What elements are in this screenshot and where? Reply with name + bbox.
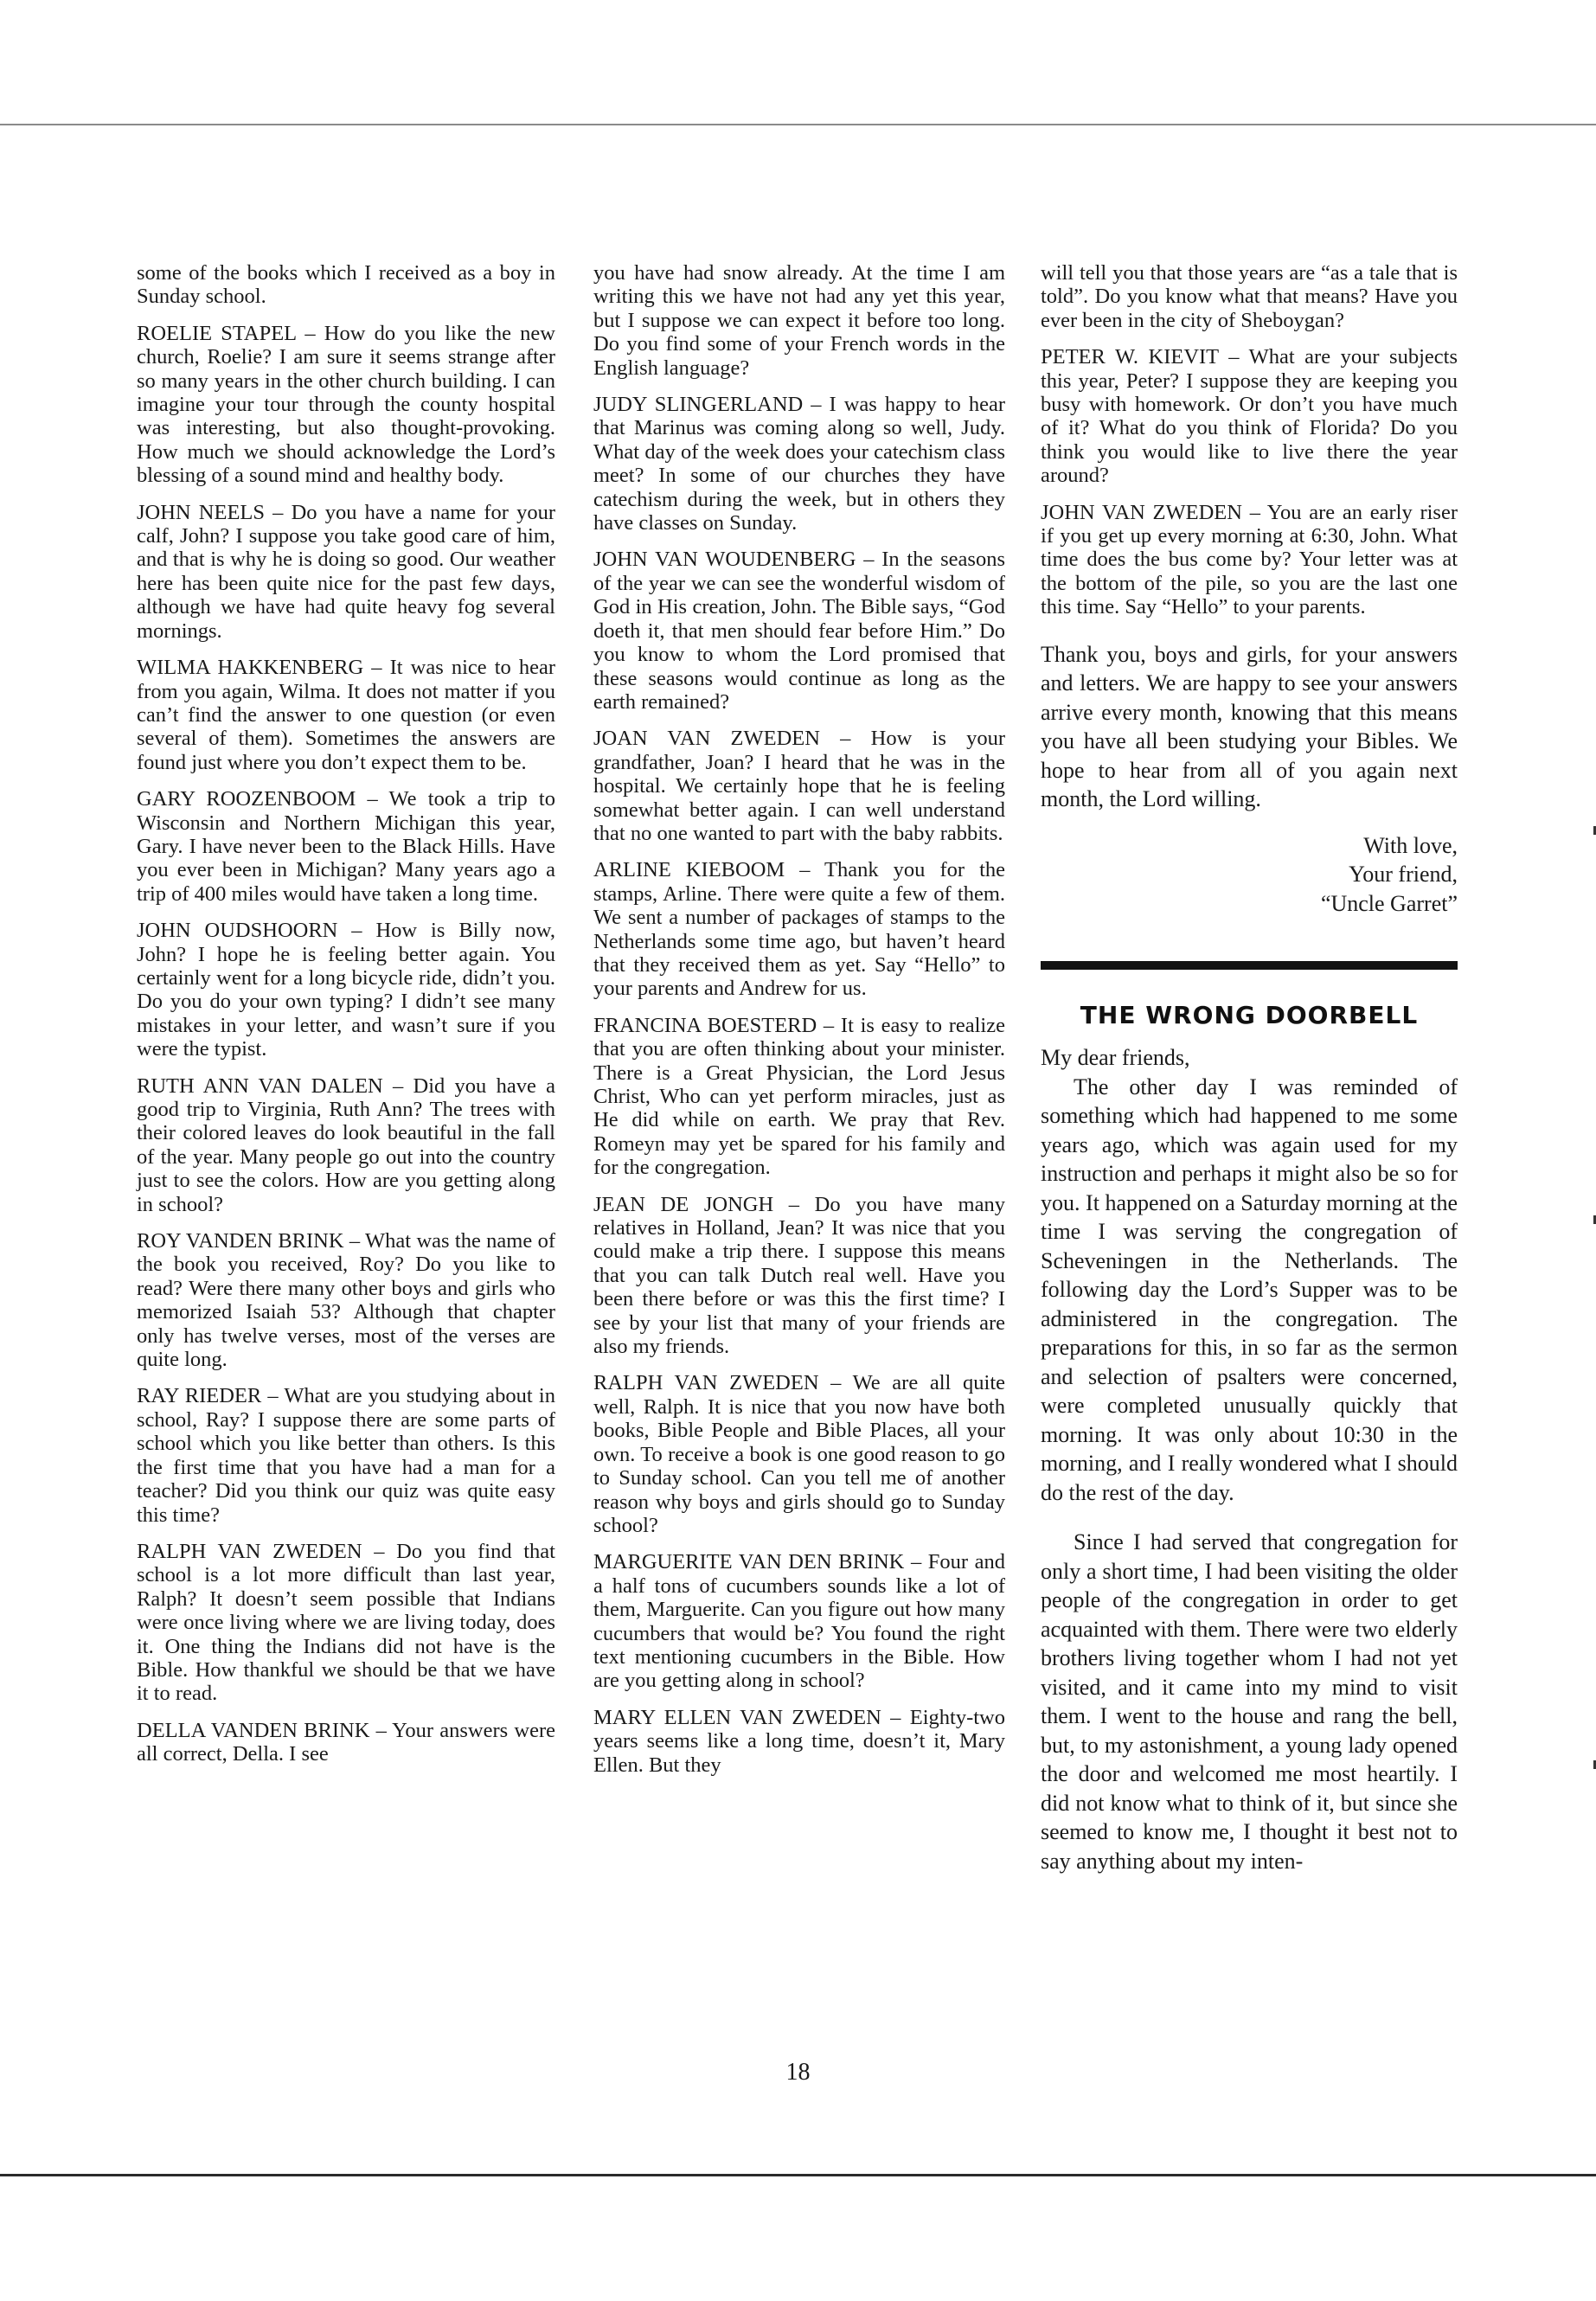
- signature-line: With love,: [1363, 832, 1458, 858]
- letter-reply: JOHN NEELS – Do you have a name for your calf, John? I suppose you take good care of him, and that is why he is doing so good. Our weather here has been quite nice for the past few days, although we have had quite heavy fog several mornings.: [137, 500, 555, 643]
- letter-reply: you have had snow already. At the time I am writing this we have not had any yet this year, but I suppose we can expect it before too long. Do you find some of your French words in the English language?: [593, 261, 1005, 380]
- column-2: [593, 261, 1005, 1790]
- letter-reply: FRANCINA BOESTERD – It is easy to realize that you are often thinking about your minister. There is a Great Physician, the Lord Jesus Christ, Who can yet perform miracles, just as He did while on earth. We pray that Rev. Romeyn may yet be spared for his family and for the congregation.: [593, 1013, 1005, 1180]
- letter-reply: RAY RIEDER – What are you studying about in school, Ray? I suppose there are some parts of school which you like better than others. Is this the first time that you have had a man for a teacher? Did you think our quiz was quite easy this time?: [137, 1384, 555, 1527]
- signature-line: Your friend,: [1349, 862, 1458, 888]
- closing-paragraph: Thank you, boys and girls, for your answers and letters. We are happy to see your answers arrive every month, knowing that this means you have all been studying your Bibles. We hope to hear from all of you again next month, the Lord willing.: [1041, 641, 1458, 812]
- bottom-rule: [0, 2174, 1596, 2176]
- letter-reply: ROY VANDEN BRINK – What was the name of the book you received, Roy? Do you like to read? Were there many other boys and girls who memorized Isaiah 53? Although that chapter only has twelve verses, most of the verses are quite long.: [137, 1229, 555, 1372]
- letter-reply: JOHN VAN ZWEDEN – You are an early riser if you get up every morning at 6:30, John. What time does the bus come by? Your letter was at the bottom of the pile, so you are the last one this time. Say “Hello” to your parents.: [1041, 500, 1458, 619]
- top-rule: [0, 124, 1596, 125]
- letter-reply: MARGUERITE VAN DEN BRINK – Four and a half tons of cucumbers sounds like a lot of them, Marguerite. Can you figure out how many cucumbers that would be? You found the right text mentioning cucumbers in the Bible. How are you getting along in school?: [593, 1550, 1005, 1693]
- letter-reply: JOHN OUDSHOORN – How is Billy now, John? I hope he is feeling better again. You certainly went for a long bicycle ride, didn’t you. Do you do your own typing? I didn’t see many mistakes in your letter, and wasn’t sure if you were the typist.: [137, 919, 555, 1061]
- letter-reply: RUTH ANN VAN DALEN – Did you have a good trip to Virginia, Ruth Ann? The trees with their colored leaves do look beautiful in the fall of the year. Many people go out into the country just to see the colors. How are you getting along in school?: [137, 1074, 555, 1216]
- letter-reply: MARY ELLEN VAN ZWEDEN – Eighty-two years seems like a long time, doesn’t it, Mary Ellen. But they: [593, 1705, 1005, 1777]
- letter-reply: some of the books which I received as a boy in Sunday school.: [137, 261, 555, 309]
- story-salutation: My dear friends,: [1041, 1045, 1190, 1071]
- column-3: [1041, 261, 1458, 1875]
- letter-reply: ROELIE STAPEL – How do you like the new church, Roelie? I am sure it seems strange after so many years in the other church building. I can imagine your tour through the county hospital was interesting, but also thought-provoking. How much we should acknowledge the Lord’s blessing of a sound mind and healthy body.: [137, 321, 555, 488]
- letter-reply: DELLA VANDEN BRINK – Your answers were all correct, Della. I see: [137, 1718, 555, 1766]
- page-number: 18: [785, 2059, 811, 2086]
- story-title: THE WRONG DOORBELL: [1080, 1001, 1419, 1030]
- letter-reply: JOHN VAN WOUDENBERG – In the seasons of the year we can see the wonderful wisdom of God in His creation, John. The Bible says, “God doeth it, that men should fear before Him.” Do you know to whom the Lord promised that these seasons would continue as long as the earth remained?: [593, 548, 1005, 714]
- letter-reply: JEAN DE JONGH – Do you have many relatives in Holland, Jean? It was nice that you could make a trip there. I suppose this means that you can talk Dutch real well. Have you been there before or was this the first time? I see by your list that many of your friends are also my friends.: [593, 1192, 1005, 1359]
- letter-reply: RALPH VAN ZWEDEN – Do you find that school is a lot more difficult than last year, Ralph? It doesn’t seem possible that Indians were once living where we are living today, does it. One thing the Indians did not have is the Bible. How thankful we should be that we have it to read.: [137, 1539, 555, 1706]
- signature-name: “Uncle Garret”: [1320, 890, 1458, 916]
- letter-reply: WILMA HAKKENBERG – It was nice to hear from you again, Wilma. It does not matter if you can’t find the answer to one question (or even several of them). Sometimes the answers are found just where you don’t expect them to be.: [137, 656, 555, 774]
- section-divider: [1041, 961, 1458, 970]
- story-paragraph: Since I had served that congregation for only a short time, I had been visiting the older people of the congregation in order to get acquainted with them. There were two elderly brothers living together whom I had not yet visited, and it came into my mind to visit them. I went to the house and rang the bell, but, to my astonishment, a young lady opened the door and welcomed me most heartily. I did not know what to think of it, but since she seemed to know me, I thought it best not to say anything about my inten-: [1041, 1529, 1458, 1874]
- story-paragraph: The other day I was reminded of something which had happened to me some years ago, which was again used for my instruction and perhaps it might also be so for you. It happened on a Saturday morning at the time I was serving the congregation of Scheveningen in the Netherlands. The following day the Lord’s Supper was to be administered in the congregation. The preparations for this, in so far as the sermon and selection of psalters were concerned, were completed unusually quickly that morning. It was only about 10:30 in the morning, and I really wondered what I should do the rest of the day.: [1041, 1074, 1458, 1505]
- letter-reply: GARY ROOZENBOOM – We took a trip to Wisconsin and Northern Michigan this year, Gary. I have never been to the Black Hills. Have you ever been in Michigan? Many years ago a trip of 400 miles would have taken a long time.: [137, 787, 555, 906]
- column-1: [137, 261, 555, 1779]
- letter-reply: will tell you that those years are “as a tale that is told”. Do you know what that means? Have you ever been in the city of Sheboygan?: [1041, 261, 1458, 332]
- letter-reply: ARLINE KIEBOOM – Thank you for the stamps, Arline. There were quite a few of them. We sent a number of packages of stamps to the Netherlands some time ago, but haven’t heard that they received them as yet. Say “Hello” to your parents and Andrew for us.: [593, 858, 1005, 1001]
- letter-reply: PETER W. KIEVIT – What are your subjects this year, Peter? I suppose they are keeping you busy with homework. Or don’t you have much of it? What do you think of Florida? Do you think you would like to live there the year around?: [1041, 345, 1458, 488]
- letter-reply: JUDY SLINGERLAND – I was happy to hear that Marinus was coming along so well, Judy. What day of the week does your catechism class meet? In some of our churches they have catechism during the week, but in others they have classes on Sunday.: [593, 393, 1005, 535]
- letter-reply: RALPH VAN ZWEDEN – We are all quite well, Ralph. It is nice that you now have both books, Bible People and Bible Places, all your own. To receive a book is one good reason to go to Sunday school. Can you tell me of another reason why boys and girls should go to Sunday school?: [593, 1371, 1005, 1537]
- letter-reply: JOAN VAN ZWEDEN – How is your grandfather, Joan? I heard that he was in the hospital. We certainly hope that he is feeling somewhat better again. I can well understand that no one wanted to part with the baby rabbits.: [593, 727, 1005, 845]
